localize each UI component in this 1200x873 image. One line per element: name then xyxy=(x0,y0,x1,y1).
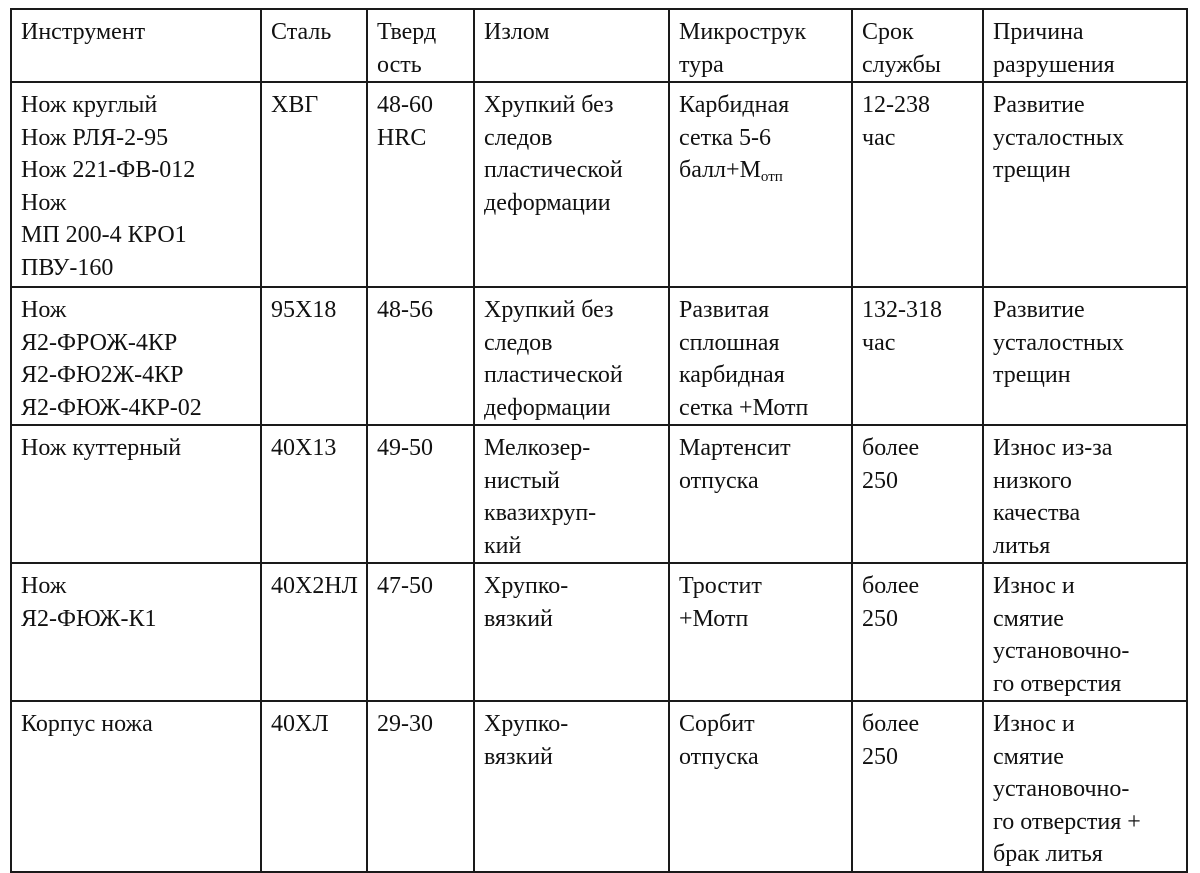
cell-line: разрушения xyxy=(993,51,1115,78)
table-row xyxy=(11,287,1187,425)
cell-line: более xyxy=(862,573,920,599)
cell-line: Я2-ФЮЖ-К1 xyxy=(21,605,157,632)
cell-line: Микрострук xyxy=(679,19,807,45)
cell-fracture xyxy=(474,425,669,563)
cell-line: 132-318 xyxy=(862,297,942,323)
cell-line: Износ и xyxy=(993,573,1075,599)
cell-line: Карбидная xyxy=(679,92,790,118)
subscript: отп xyxy=(760,169,783,185)
cell-line: Нож 221-ФВ-012 xyxy=(21,157,196,183)
cell-line xyxy=(679,154,847,187)
cell-line: деформации xyxy=(484,394,611,421)
cell-instrument xyxy=(11,425,261,563)
cell-line: Нож круглый xyxy=(21,92,158,118)
cell-line: час xyxy=(862,124,896,151)
cell-fracture xyxy=(474,82,669,287)
cell-line: час xyxy=(862,329,896,356)
cell-fracture xyxy=(474,563,669,701)
cell-line: более xyxy=(862,435,920,461)
cell-line: более xyxy=(862,711,920,737)
cell-line: качества xyxy=(993,500,1081,526)
cell-line: установочно- xyxy=(993,638,1130,664)
cell-line: карбидная xyxy=(679,362,785,388)
cell-line: смятие xyxy=(993,605,1064,632)
cell-line: 95Х18 xyxy=(271,297,337,323)
cell-service-life xyxy=(852,287,983,425)
cell-line: +Мотп xyxy=(679,605,749,632)
cell-line: Хрупкий без xyxy=(484,297,614,323)
cell-microstructure xyxy=(669,701,852,872)
cell-microstructure xyxy=(669,287,852,425)
cell-line: ПВУ-160 xyxy=(21,254,114,281)
cell-microstructure xyxy=(669,425,852,563)
table-row xyxy=(11,425,1187,563)
cell-line: Развитая xyxy=(679,297,770,323)
cell-text: балл+М xyxy=(679,157,761,183)
header-cell-service-life xyxy=(852,9,983,82)
cell-line: 40Х2НЛ xyxy=(271,573,358,599)
cell-line: сетка +Мотп xyxy=(679,394,809,421)
cell-steel xyxy=(261,701,367,872)
cell-line: Я2-ФЮ2Ж-4КР xyxy=(21,362,184,388)
cell-line: литья xyxy=(993,532,1051,559)
cell-line: усталостных xyxy=(993,124,1124,151)
cell-instrument xyxy=(11,563,261,701)
cell-line: сплошная xyxy=(679,329,780,356)
cell-line: ХВГ xyxy=(271,92,319,118)
cell-line: вязкий xyxy=(484,743,553,770)
cell-steel xyxy=(261,425,367,563)
cell-hardness xyxy=(367,425,474,563)
cell-line: го отверстия + xyxy=(993,808,1141,835)
table-row xyxy=(11,701,1187,872)
cell-line: 49-50 xyxy=(377,435,433,461)
header-cell-failure-cause xyxy=(983,9,1187,82)
cell-microstructure xyxy=(669,563,852,701)
cell-line: Хрупко- xyxy=(484,573,569,599)
cell-line: Корпус ножа xyxy=(21,711,153,737)
cell-failure-cause xyxy=(983,701,1187,872)
cell-hardness xyxy=(367,287,474,425)
cell-line: Нож РЛЯ-2-95 xyxy=(21,124,169,151)
cell-line: го отверстия xyxy=(993,670,1122,697)
cell-line: пластической xyxy=(484,157,623,183)
cell-line: 250 xyxy=(862,605,898,632)
cell-line: HRC xyxy=(377,124,427,151)
cell-service-life xyxy=(852,425,983,563)
cell-line: Нож куттерный xyxy=(21,435,182,461)
cell-failure-cause xyxy=(983,563,1187,701)
cell-line: 29-30 xyxy=(377,711,433,737)
cell-hardness xyxy=(367,701,474,872)
header-row xyxy=(11,9,1187,82)
cell-failure-cause xyxy=(983,82,1187,287)
cell-line: Хрупко- xyxy=(484,711,569,737)
cell-line: Нож xyxy=(21,573,67,599)
cell-line: МП 200-4 КРО1 xyxy=(21,222,187,248)
cell-line: Причина xyxy=(993,19,1084,45)
cell-line: Срок xyxy=(862,19,914,45)
header-cell-microstructure xyxy=(669,9,852,82)
cell-line: Износ и xyxy=(993,711,1075,737)
cell-line: 250 xyxy=(862,467,898,494)
cell-service-life xyxy=(852,701,983,872)
cell-line: смятие xyxy=(993,743,1064,770)
cell-line: трещин xyxy=(993,157,1071,183)
cell-line: установочно- xyxy=(993,776,1130,802)
cell-failure-cause xyxy=(983,287,1187,425)
cell-line: службы xyxy=(862,51,941,78)
cell-line: усталостных xyxy=(993,329,1124,356)
cell-line: следов xyxy=(484,124,553,151)
cell-line: низкого xyxy=(993,467,1072,494)
cell-line: Нож xyxy=(21,189,67,216)
cell-hardness xyxy=(367,563,474,701)
cell-line: Тверд xyxy=(377,19,437,45)
cell-line: Тростит xyxy=(679,573,762,599)
cell-line: Хрупкий без xyxy=(484,92,614,118)
cell-line: нистый xyxy=(484,467,560,494)
cell-line: квазихруп- xyxy=(484,500,597,526)
cell-steel xyxy=(261,82,367,287)
cell-line: 40ХЛ xyxy=(271,711,329,737)
cell-line: сетка 5-6 xyxy=(679,124,772,151)
header-cell-steel xyxy=(261,9,367,82)
cell-line: 12-238 xyxy=(862,92,930,118)
cell-instrument xyxy=(11,82,261,287)
cell-line: 47-50 xyxy=(377,573,433,599)
cell-line: Развитие xyxy=(993,92,1085,118)
failure-analysis-table xyxy=(10,8,1188,873)
table-row xyxy=(11,82,1187,287)
cell-line: 48-60 xyxy=(377,92,433,118)
cell-service-life xyxy=(852,82,983,287)
cell-line: Нож xyxy=(21,297,67,323)
cell-microstructure xyxy=(669,82,852,287)
cell-line: Я2-ФРОЖ-4КР xyxy=(21,329,178,356)
cell-line: Мартенсит xyxy=(679,435,791,461)
header-cell-instrument xyxy=(11,9,261,82)
cell-line: следов xyxy=(484,329,553,356)
cell-line: тура xyxy=(679,51,724,78)
table-row xyxy=(11,563,1187,701)
cell-line: кий xyxy=(484,532,522,559)
cell-line: деформации xyxy=(484,189,611,216)
cell-steel xyxy=(261,287,367,425)
cell-line: Инструмент xyxy=(21,19,146,45)
cell-line: Сорбит xyxy=(679,711,755,737)
cell-line: 48-56 xyxy=(377,297,433,323)
cell-service-life xyxy=(852,563,983,701)
cell-fracture xyxy=(474,287,669,425)
cell-line: пластической xyxy=(484,362,623,388)
cell-line: Износ из-за xyxy=(993,435,1113,461)
cell-line: брак литья xyxy=(993,841,1103,867)
cell-instrument xyxy=(11,701,261,872)
cell-line: Мелкозер- xyxy=(484,435,591,461)
cell-line: Я2-ФЮЖ-4КР-02 xyxy=(21,394,202,421)
cell-steel xyxy=(261,563,367,701)
cell-line: трещин xyxy=(993,362,1071,388)
cell-line: ость xyxy=(377,51,422,78)
header-cell-hardness xyxy=(367,9,474,82)
header-cell-fracture xyxy=(474,9,669,82)
cell-line: отпуска xyxy=(679,467,759,494)
cell-hardness xyxy=(367,82,474,287)
cell-line: Излом xyxy=(484,19,550,45)
cell-instrument xyxy=(11,287,261,425)
cell-line: вязкий xyxy=(484,605,553,632)
cell-fracture xyxy=(474,701,669,872)
cell-line: отпуска xyxy=(679,743,759,770)
cell-failure-cause xyxy=(983,425,1187,563)
cell-line: Развитие xyxy=(993,297,1085,323)
cell-line: 250 xyxy=(862,743,898,770)
cell-line: 40Х13 xyxy=(271,435,337,461)
cell-line: Сталь xyxy=(271,19,332,45)
